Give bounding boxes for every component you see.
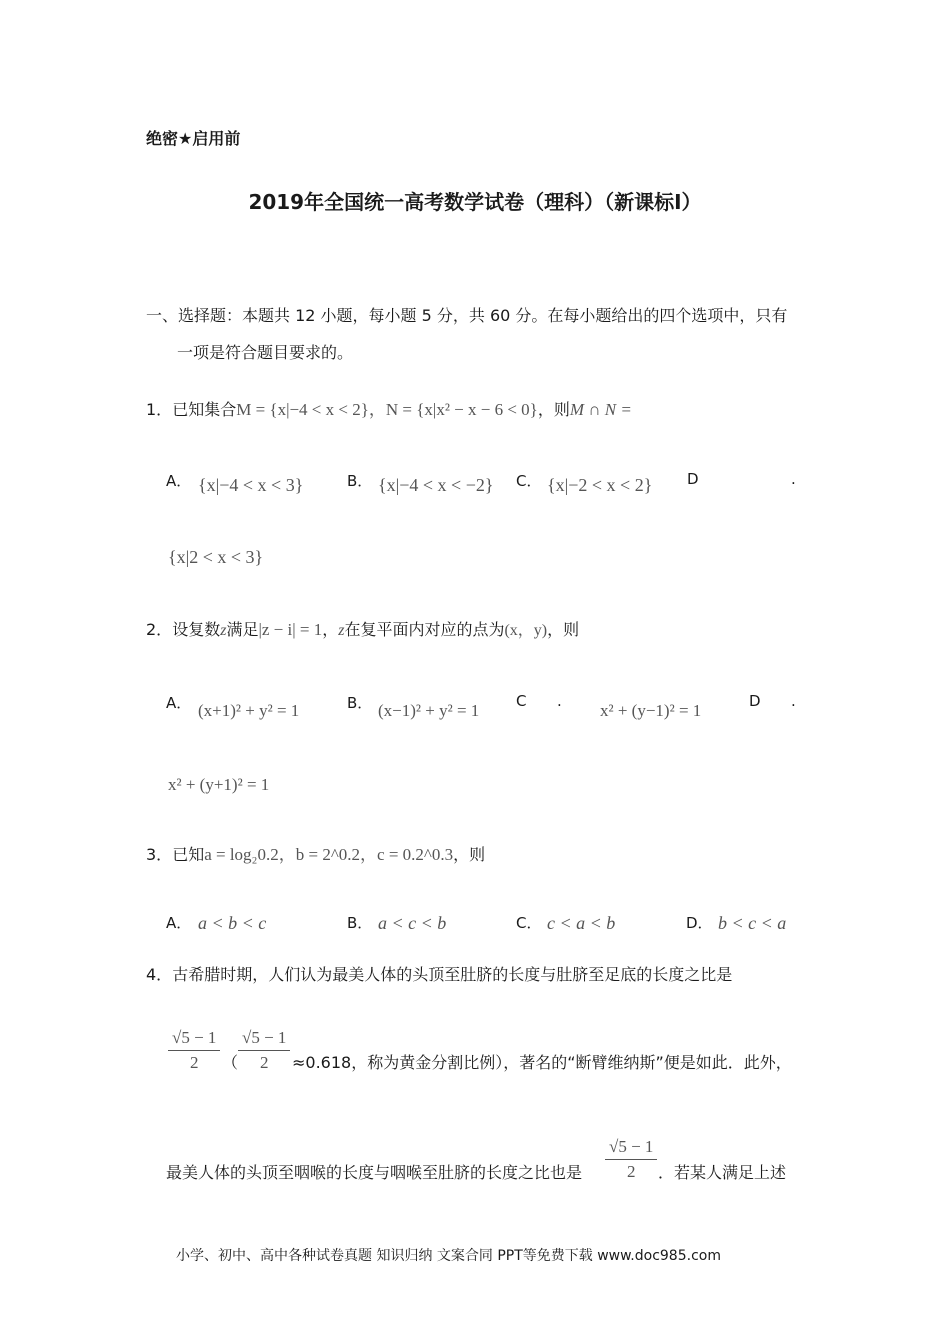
q2-pre: 设复数 xyxy=(172,620,221,639)
frac3-denominator: 2 xyxy=(626,1162,636,1181)
question-4 xyxy=(146,962,732,985)
section-heading-cont: 一项是符合题目要求的。 xyxy=(177,343,354,362)
q1-option-a: {x|−4 < x < 3} xyxy=(198,475,304,495)
q2-option-d-label: D xyxy=(749,692,761,710)
q1-option-c: {x|−2 < x < 2} xyxy=(547,475,653,495)
q2-option-c: x² + (y−1)² = 1 xyxy=(600,701,702,720)
q2-post: 在复平面内对应的点为 xyxy=(344,620,505,639)
q2-option-d: x² + (y+1)² = 1 xyxy=(168,775,270,794)
q4-number: 4． xyxy=(146,965,173,984)
confidential-label: 绝密★启用前 xyxy=(146,129,241,148)
q2-option-c-label: C xyxy=(516,692,527,710)
frac2-denominator: 2 xyxy=(259,1053,269,1072)
q2-option-b-label: B． xyxy=(347,694,373,712)
q3-option-a-label: A． xyxy=(166,914,192,932)
golden-ratio-fraction-3 xyxy=(605,1137,657,1182)
q2-option-c-dot: . xyxy=(557,692,562,710)
q3-option-b: a < c < b xyxy=(378,913,447,933)
q1-option-d: {x|2 < x < 3} xyxy=(168,547,264,567)
q1-pre: 已知集合 xyxy=(172,400,237,419)
frac3-numerator: √5 − 1 xyxy=(609,1137,654,1156)
q1-option-a-label: A． xyxy=(166,472,192,490)
question-1 xyxy=(146,395,632,420)
q1-number: 1． xyxy=(146,400,173,419)
q3-option-b-label: B． xyxy=(347,914,373,932)
footer-text: 小学、初中、高中各种试卷真题 知识归纳 文案合同 PPT等免费下载 www.doc985.com xyxy=(176,1248,721,1264)
q1-then: ，则 xyxy=(537,400,570,419)
q3-number: 3． xyxy=(146,845,173,864)
q2-z2: z xyxy=(338,622,345,639)
q2-option-a-label: A． xyxy=(166,694,192,712)
q1-option-b-label: B． xyxy=(347,472,373,490)
section-heading: 一、选择题：本题共 12 小题，每小题 5 分，共 60 分。在每小题给出的四个选项中，只有 xyxy=(146,306,788,325)
q3-option-c-label: C． xyxy=(516,914,542,932)
q4-paren-open: （ xyxy=(222,1053,239,1072)
q4-line1: 古希腊时期，人们认为最美人体的头顶至肚脐的长度与肚脐至足底的长度之比是 xyxy=(172,965,733,984)
q4-line3: 最美人体的头顶至咽喉的长度与咽喉至肚脐的长度之比也是 xyxy=(166,1163,583,1182)
q2-option-d-dot: . xyxy=(791,692,796,710)
question-3 xyxy=(146,840,485,865)
q2-then: ，则 xyxy=(547,620,580,639)
q3-option-c: c < a < b xyxy=(547,913,616,933)
q2-number: 2． xyxy=(146,620,173,639)
q4-line2: ≈0.618，称为黄金分割比例），著名的“断臂维纳斯”便是如此．此外， xyxy=(292,1053,792,1072)
q4-line3-end: ．若某人满足上述 xyxy=(658,1163,787,1182)
q3-pre: 已知 xyxy=(172,845,205,864)
q2-option-b: (x−1)² + y² = 1 xyxy=(378,701,480,720)
q2-cond: |z − i| = 1 xyxy=(258,620,323,639)
q3-option-a: a < b < c xyxy=(198,913,267,933)
frac1-denominator: 2 xyxy=(189,1053,199,1072)
q1-expr: M ∩ N = xyxy=(569,400,632,419)
q3-expr: a = log₂0.2，b = 2^0.2，c = 0.2^0.3 xyxy=(204,845,454,864)
question-2 xyxy=(146,617,579,640)
q1-option-c-label: C． xyxy=(516,472,542,490)
golden-ratio-fraction-1 xyxy=(168,1028,220,1073)
q1-option-d-dot: . xyxy=(791,470,796,488)
frac1-numerator: √5 − 1 xyxy=(172,1028,217,1047)
q1-option-b: {x|−4 < x < −2} xyxy=(378,475,494,495)
q1-sets: M = {x|−4 < x < 2}，N = {x|x² − x − 6 < 0} xyxy=(236,400,538,419)
frac2-numerator: √5 − 1 xyxy=(242,1028,287,1047)
q2-option-a: (x+1)² + y² = 1 xyxy=(198,701,300,720)
q3-option-d-label: D． xyxy=(686,914,713,932)
q1-option-d-label: D xyxy=(687,470,699,488)
q3-then: ，则 xyxy=(453,845,486,864)
q2-point: (x，y) xyxy=(504,622,548,639)
q2-comma: ， xyxy=(322,620,339,639)
golden-ratio-fraction-2 xyxy=(238,1028,290,1073)
q3-option-d: b < c < a xyxy=(718,913,787,933)
q2-mid: 满足 xyxy=(226,620,259,639)
page-title: 2019年全国统一高考数学试卷（理科）（新课标I） xyxy=(248,190,702,214)
q2-z: z xyxy=(220,622,227,639)
